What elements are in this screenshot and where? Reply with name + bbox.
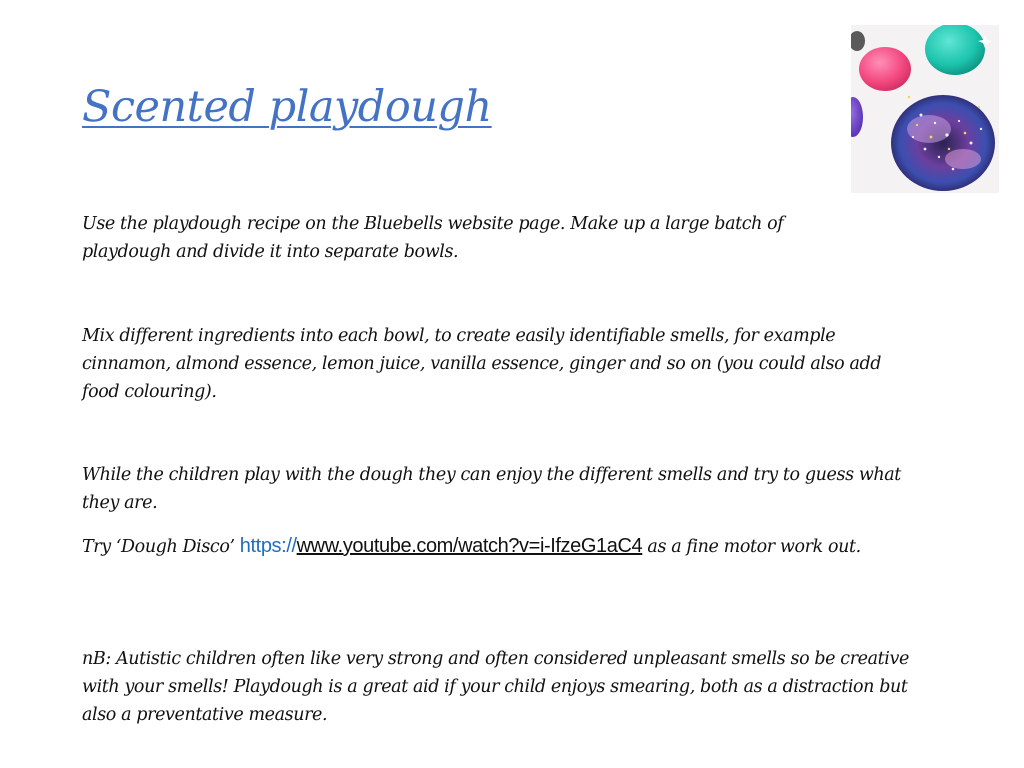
link-protocol[interactable]: https:// <box>239 535 297 557</box>
dough-disco-prefix: Try ‘Dough Disco’ <box>82 537 240 557</box>
dough-disco-suffix: as a fine motor work out. <box>642 537 861 557</box>
link-url[interactable]: www.youtube.com/watch?v=i-IfzeG1aC4 <box>296 535 643 557</box>
paragraph-dough-disco <box>82 532 922 561</box>
paragraph-ingredients: Mix different ingredients into each bowl, to create easily identifiable smells, for example cinnamon, almond essence, lemon juice, vanilla essence, ginger and so on (you could also add food colouring). <box>82 326 882 402</box>
galaxy-swirl-2 <box>945 149 981 169</box>
playdough-photo <box>851 25 999 193</box>
paragraph-recipe: Use the playdough recipe on the Bluebells website page. Make up a large batch of playdough and divide it into separate bowls. <box>82 214 784 262</box>
galaxy-swirl-1 <box>907 115 951 143</box>
youtube-link[interactable] <box>240 537 642 557</box>
pink-dough-ball <box>859 47 911 91</box>
paragraph-autism-note: nB: Autistic children often like very strong and often considered unpleasant smells so be creative with your smells! Playdough is a great aid if your child enjoys smearing, both as a distraction but also a preventative measure. <box>82 649 909 725</box>
paragraph-smells: While the children play with the dough they can enjoy the different smells and try to guess what they are. <box>82 465 901 513</box>
teal-dough-ball <box>925 25 985 75</box>
galaxy-dough <box>891 95 995 191</box>
playdough-illustration <box>851 25 999 193</box>
page-title: Scented playdough <box>82 82 492 132</box>
